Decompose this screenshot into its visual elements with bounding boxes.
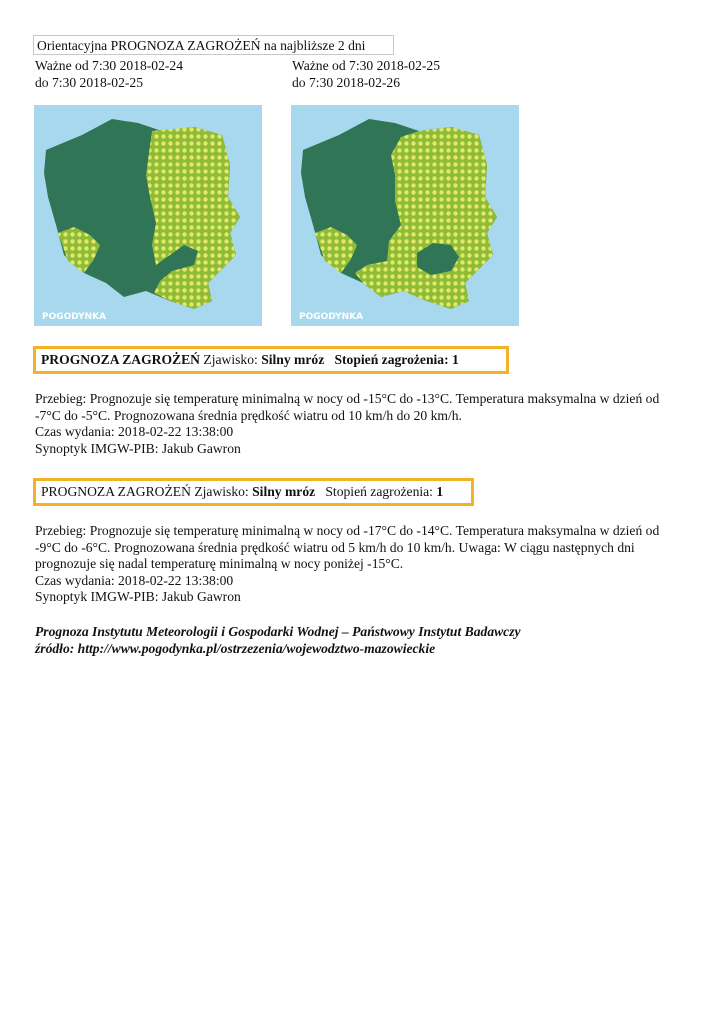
warning-prefix: PROGNOZA ZAGROŻEŃ (41, 352, 200, 367)
forecast-title: Orientacyjna PROGNOZA ZAGROŻEŃ na najbliższe 2 dni (33, 35, 394, 55)
warning-issued: Czas wydania: 2018-02-22 13:38:00 (35, 572, 234, 588)
warning-map-day1 (34, 105, 262, 326)
day1-valid-from: Ważne od 7:30 2018-02-24 (35, 58, 184, 73)
warning-forecaster: Synoptyk IMGW-PIB: Jakub Gawron (35, 440, 241, 456)
warning-prefix: PROGNOZA ZAGROŻEŃ (41, 484, 191, 499)
warning-details-day1 (35, 391, 687, 457)
phenomenon-label: Zjawisko: (194, 484, 249, 499)
level-value: 1 (436, 484, 444, 499)
warning-description: Przebieg: Prognozuje się temperaturę minimalną w nocy od -17°C do -14°C. Temperatura maksymalna w dzień od -9°C do -6°C. Prognozowana średnia prędkość wiatru od 5 km/h do 10 km/h. Uwaga: W ciągu następnych dni prognozuje się nadal temperaturę minimalną w nocy poniżej -15°C. (35, 523, 660, 571)
warning-details-day2 (35, 523, 687, 606)
phenomenon-value: Silny mróz (252, 484, 316, 499)
warning-box-day1 (33, 346, 509, 374)
day2-valid-from: Ważne od 7:30 2018-02-25 (292, 58, 441, 73)
warning-issued: Czas wydania: 2018-02-22 13:38:00 (35, 424, 234, 439)
pogodynka-logo: POGODYNKA (299, 312, 364, 322)
day1-valid-to: do 7:30 2018-02-25 (35, 75, 143, 90)
phenomenon-label: Zjawisko: (203, 352, 258, 367)
day2-valid-to: do 7:30 2018-02-26 (292, 75, 400, 90)
warning-forecaster: Synoptyk IMGW-PIB: Jakub Gawron (35, 589, 241, 604)
pogodynka-logo: POGODYNKA (42, 312, 107, 322)
level-label: Stopień zagrożenia: (334, 352, 449, 367)
warning-map-day2 (291, 105, 519, 326)
phenomenon-value: Silny mróz (261, 352, 325, 367)
level-label: Stopień zagrożenia: (325, 484, 433, 499)
warning-description: Przebieg: Prognozuje się temperaturę minimalną w nocy od -15°C do -13°C. Temperatura maksymalna w dzień od -7°C do -5°C. Prognozowana średnia prędkość wiatru od 10 km/h do 20 km/h. (35, 391, 660, 423)
level-value: 1 (452, 352, 459, 367)
source-url: źródło: http://www.pogodynka.pl/ostrzezenia/wojewodztwo-mazowieckie (35, 641, 436, 656)
warning-box-day2 (33, 478, 474, 506)
source-institute: Prognoza Instytutu Meteorologii i Gospodarki Wodnej – Państwowy Instytut Badawczy (35, 624, 521, 639)
